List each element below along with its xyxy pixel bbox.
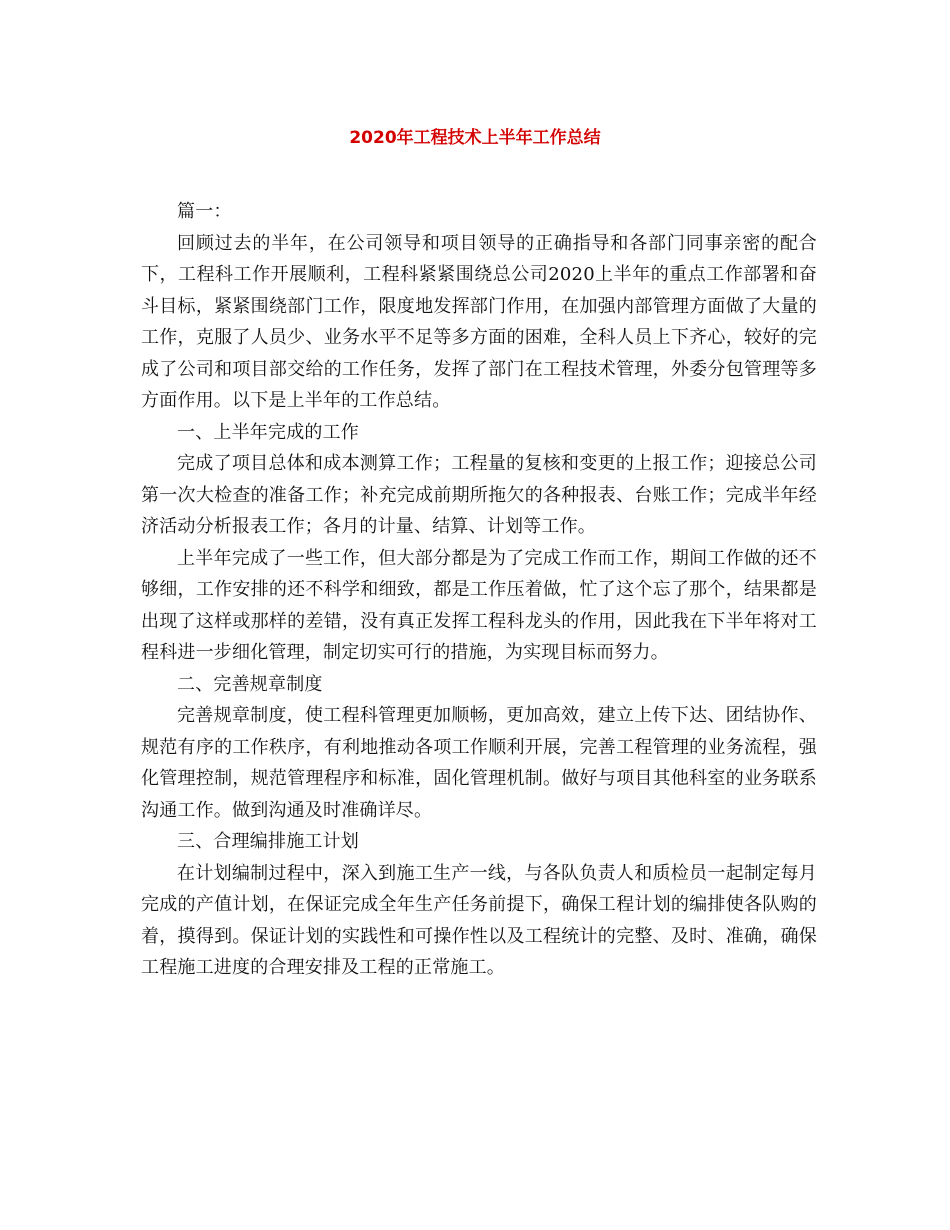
body-paragraph: 在计划编制过程中，深入到施工生产一线，与各队负责人和质检员一起制定每月完成的产值计划，在保证完成全年生产任务前提下，确保工程计划的编排使各队购的着，摸得到。保证计划的实践性和可操作性以及工程统计的完整、及时、准确，确保工程施工进度的合理安排及工程的正常施工。	[141, 862, 817, 978]
body-paragraph: 完善规章制度，使工程科管理更加顺畅，更加高效，建立上传下达、团结协作、规范有序的工作秩序，有利地推动各项工作顺利开展，完善工程管理的业务流程，强化管理控制，规范管理程序和标准，固化管理机制。做好与项目其他科室的业务联系沟通工作。做到沟通及时准确详尽。	[141, 705, 817, 821]
section-heading-2: 二、完善规章制度	[177, 673, 323, 695]
page-title: 2020年工程技术上半年工作总结	[349, 128, 601, 148]
section-heading-3: 三、合理编排施工计划	[177, 831, 359, 852]
intro-paragraph: 回顾过去的半年，在公司领导和项目领导的正确指导和各部门同事亲密的配合下，工程科工作开展顺利，工程科紧紧围绕总公司2020上半年的重点工作部署和奋斗目标，紧紧围绕部门工作，限度地发挥部门作用，在加强内部管理方面做了大量的工作，克服了人员少、业务水平不足等多方面的困难，全科人员上下齐心，较好的完成了公司和项目部交给的工作任务，发挥了部门在工程技术管理，外委分包管理等多方面作用。以下是上半年的工作总结。	[141, 232, 817, 411]
document-body	[141, 196, 817, 984]
section-heading-1: 一、上半年完成的工作	[177, 421, 359, 443]
body-paragraph: 上半年完成了一些工作，但大部分都是为了完成工作而工作，期间工作做的还不够细，工作安排的还不科学和细致，都是工作压着做，忙了这个忘了那个，结果都是出现了这样或那样的差错，没有真正发挥工程科龙头的作用，因此我在下半年将对工程科进一步细化管理，制定切实可行的措施，为实现目标而努力。	[141, 547, 817, 663]
section-label: 篇一：	[177, 201, 232, 222]
body-paragraph: 完成了项目总体和成本测算工作；工程量的复核和变更的上报工作；迎接总公司第一次大检查的准备工作；补充完成前期所拖欠的各种报表、台账工作；完成半年经济活动分析报表工作；各月的计量、结算、计划等工作。	[141, 453, 817, 537]
